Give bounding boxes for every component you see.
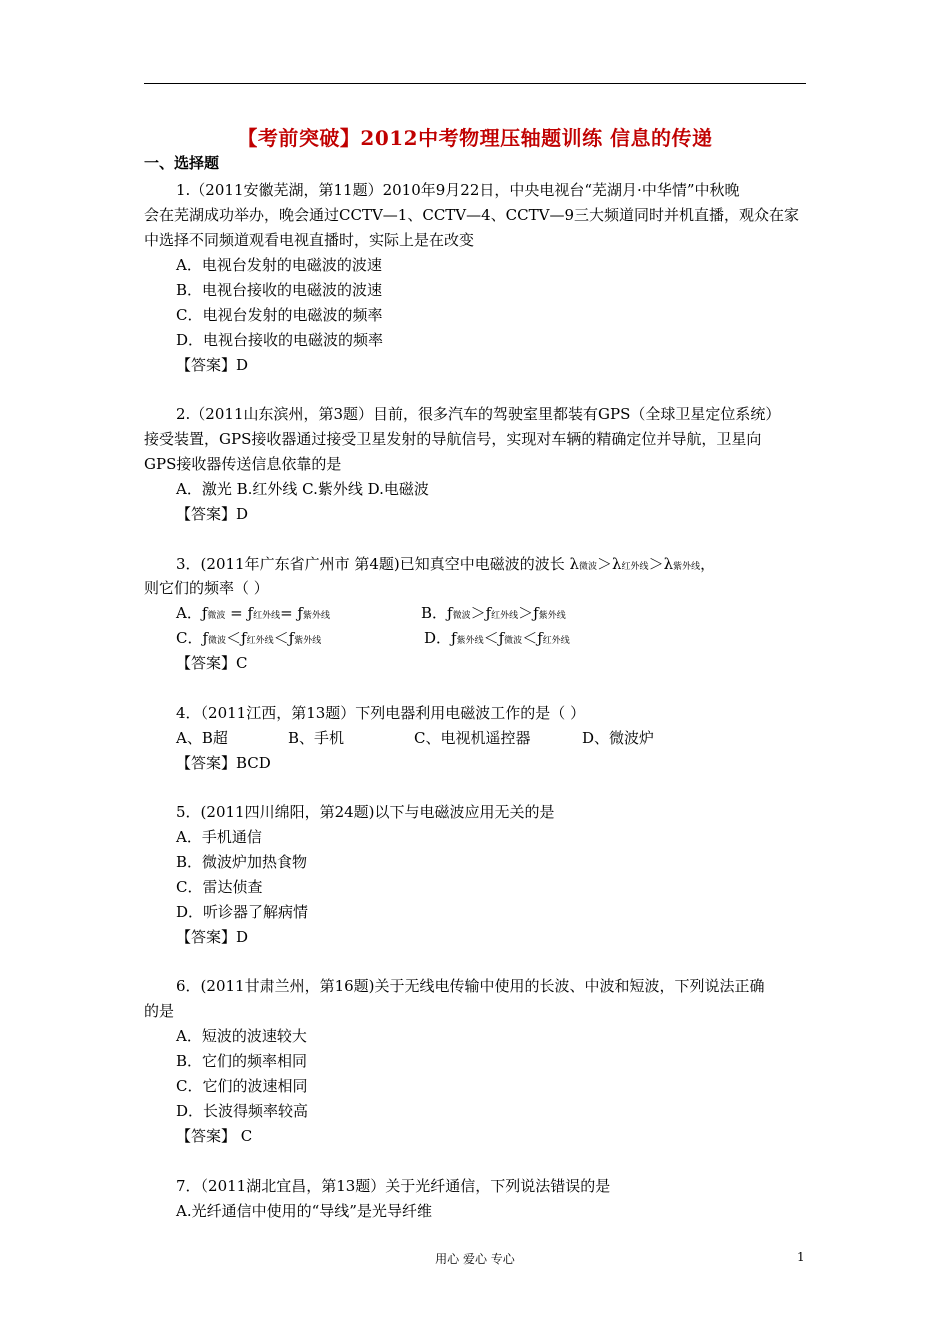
q1-option-c: C．电视台发射的电磁波的频率 [176,306,383,324]
q3-option-d: D．ƒ紫外线＜ƒ微波＜ƒ红外线 [424,629,570,647]
q4-line-1: 4．（2011江西，第13题）下列电器利用电磁波工作的是（ ） [176,704,586,722]
q3-option-a: A．ƒ微波 = ƒ红外线= ƒ紫外线 [176,604,330,622]
q1-option-d: D．电视台接收的电磁波的频率 [176,331,384,349]
q3-option-b: B．ƒ微波＞ƒ红外线＞ƒ紫外线 [421,604,566,622]
q2-line-1: 2.（2011山东滨州，第3题）目前，很多汽车的驾驶室里都装有GPS（全球卫星定位系统） [176,405,781,423]
q1-line-1: 1.（2011安徽芜湖，第11题）2010年9月22日，中央电视台“芜湖月·中华情”中秋晚 [176,181,740,199]
q6-option-b: B．它们的频率相同 [176,1052,308,1070]
q4-answer: 【答案】BCD [176,754,271,772]
q6-option-c: C．它们的波速相同 [176,1077,308,1095]
q4-option-b: B、手机 [288,729,345,747]
page-title: 【考前突破】2012中考物理压轴题训练 信息的传递 [237,126,713,150]
q5-answer: 【答案】D [176,928,249,946]
section-heading: 一、选择题 [144,154,220,172]
q7-line-1: 7．（2011湖北宜昌，第13题）关于光纤通信，下列说法错误的是 [176,1177,611,1195]
q2-line-2: 接受装置，GPS接收器通过接受卫星发射的导航信号，实现对车辆的精确定位并导航，卫星向 [144,430,762,448]
page-footer: 用心 爱心 专心 [435,1252,515,1266]
q6-line-1: 6．(2011甘肃兰州，第16题)关于无线电传输中使用的长波、中波和短波，下列说法正确 [176,977,765,995]
q5-line-1: 5．(2011四川绵阳，第24题)以下与电磁波应用无关的是 [176,803,555,821]
q1-option-a: A．电视台发射的电磁波的波速 [176,256,382,274]
q6-option-d: D．长波得频率较高 [176,1102,309,1120]
q3-option-c: C．ƒ微波＜ƒ红外线＜ƒ紫外线 [176,629,322,647]
q6-answer: 【答案】 C [176,1127,253,1145]
q1-option-b: B．电视台接收的电磁波的波速 [176,281,383,299]
q2-options: A．激光 B.红外线 C.紫外线 D.电磁波 [176,480,429,498]
q4-option-d: D、微波炉 [582,729,655,747]
q7-option-a: A.光纤通信中使用的“导线”是光导纤维 [176,1202,432,1220]
q3-answer: 【答案】C [176,654,248,672]
q3-line-1: 3．(2011年广东省广州市 第4题)已知真空中电磁波的波长 λ微波＞λ红外线＞λ紫外线， [176,555,716,573]
q5-option-b: B．微波炉加热食物 [176,853,308,871]
q5-option-c: C．雷达侦查 [176,878,263,896]
q3-line-2: 则它们的频率（ ） [144,579,269,597]
q5-option-a: A．手机通信 [176,828,262,846]
q1-answer: 【答案】D [176,356,249,374]
q1-line-3: 中选择不同频道观看电视直播时，实际上是在改变 [144,231,475,249]
q2-answer: 【答案】D [176,505,249,523]
q2-line-3: GPS接收器传送信息依靠的是 [144,455,342,473]
header-rule [144,83,806,84]
q1-line-2: 会在芜湖成功举办，晚会通过CCTV—1、CCTV—4、CCTV—9三大频道同时并机直播，观众在家 [144,206,800,224]
q4-option-a: A、B超 [176,729,228,747]
q4-option-c: C、电视机遥控器 [414,729,531,747]
page-number: 1 [797,1250,805,1264]
q6-option-a: A．短波的波速较大 [176,1027,307,1045]
q5-option-d: D．听诊器了解病情 [176,903,309,921]
q6-line-2: 的是 [144,1002,175,1020]
